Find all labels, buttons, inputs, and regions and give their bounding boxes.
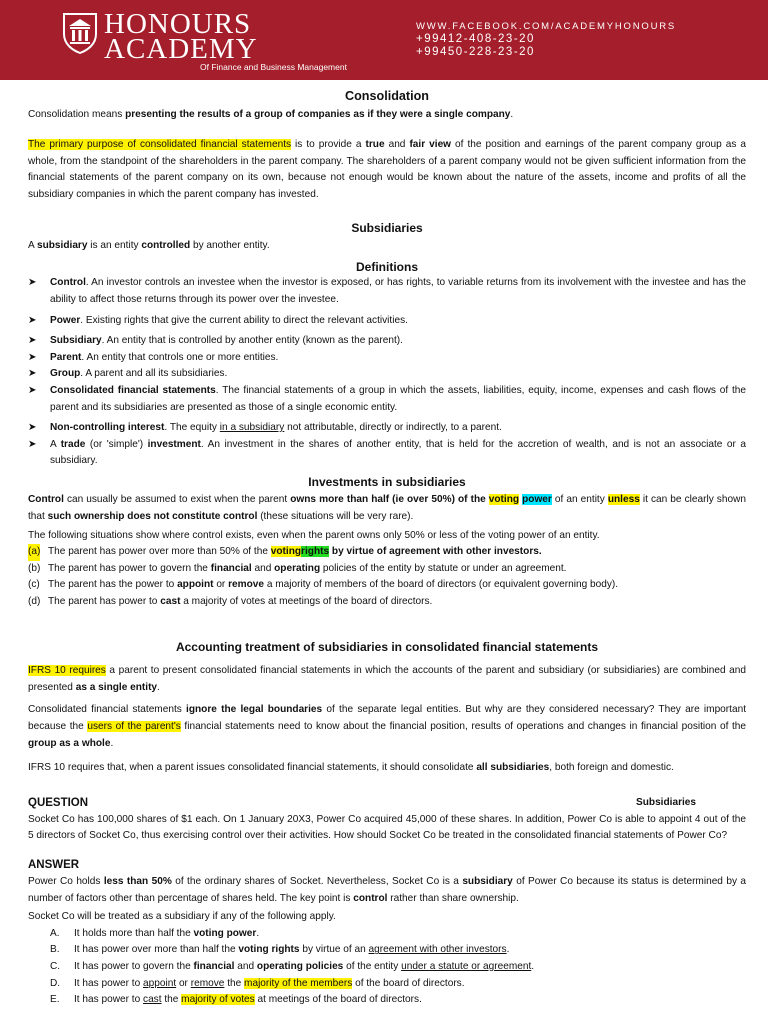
criterion-c xyxy=(28,959,746,976)
text-run: controlled xyxy=(141,240,191,252)
text-run: or xyxy=(213,579,229,591)
text-run: less than 50% xyxy=(103,875,172,887)
text-run: at meetings of the board of directors. xyxy=(254,994,422,1006)
question-text: Socket Co has 100,000 shares of $1 each. On 1 January 20X3, Power Co acquired 45,000 of these shares. In addition, Power Co is able to appoint 4 out of the 5 directors of Socket Co, thus exercising control over their activities. How should Socket Co be treated in the consolidated financial statements of Power Co? xyxy=(28,813,746,842)
contact-phone-2: +99450-228-23-20 xyxy=(416,46,535,58)
text-run: it can be clearly shown that xyxy=(28,494,746,523)
text-run: voting power xyxy=(193,927,257,939)
text-run: true xyxy=(365,139,385,151)
list-marker: A. xyxy=(50,927,60,939)
highlighted-text: users of the parent's xyxy=(87,721,181,732)
definition-power xyxy=(28,313,746,330)
investments-heading: Investments in subsidiaries xyxy=(308,474,466,489)
situation-d xyxy=(28,594,746,611)
brand-line-2: ACADEMY xyxy=(104,33,258,65)
arrow-bullet-icon: ➤ xyxy=(28,422,37,434)
situation-b xyxy=(28,561,746,578)
text-run: cast xyxy=(143,994,162,1006)
text-run: Subsidiary xyxy=(50,335,102,347)
list-marker: B. xyxy=(50,944,60,956)
text-run: a majority of votes at meetings of the board of directors. xyxy=(180,596,433,608)
criterion-d xyxy=(28,976,746,993)
text-run: such ownership does not constitute control xyxy=(47,511,258,523)
text-run: and xyxy=(251,562,275,574)
consolidation-definition xyxy=(28,107,746,124)
text-run: policies of the entity by statute or under an agreement. xyxy=(320,562,567,574)
text-run: agreement with other investors xyxy=(368,944,507,956)
question-label: QUESTION xyxy=(28,796,89,809)
contact-url: WWW.FACEBOOK.COM/ACADEMYHONOURS xyxy=(416,21,677,32)
arrow-bullet-icon: ➤ xyxy=(28,351,37,363)
text-run: It has power to xyxy=(74,994,144,1006)
text-run: presenting the results of a group of companies as if they were a single company xyxy=(125,108,511,120)
text-run: Control xyxy=(50,277,86,289)
text-run: The parent has the power to xyxy=(48,579,178,591)
criterion-e xyxy=(28,992,746,1009)
brand-name xyxy=(104,8,258,65)
highlighted-text: voting xyxy=(488,494,520,506)
text-run: . An investment in the shares of another entity, that is held for the accretion of wealth, and is not an associate or a subsidiary. xyxy=(50,438,746,467)
text-run: subsidiary xyxy=(462,875,513,887)
text-run: . An investor controls an investee when the investor is exposed, or has rights, to variable returns from its involvement with the investee and has the ability to affect those returns through its power over the investee. xyxy=(50,277,746,305)
list-marker: C. xyxy=(50,960,61,972)
text-run: . Existing rights that give the current ability to direct the relevant activities. xyxy=(80,314,408,326)
text-run: . xyxy=(506,944,510,956)
text-run: a parent to present consolidated financial statements in which the accounts of the parent and subsidiary (or subsidiaries) are combined and presented xyxy=(28,665,746,693)
text-run: cast xyxy=(160,596,181,608)
highlighted-text: IFRS 10 requires xyxy=(28,665,106,677)
text-run: The parent has power over more than 50% of the xyxy=(48,546,271,558)
text-run: of the position and earnings of the parent company group as a whole, from the standpoint of the shareholders in the parent company. The shareholders of a parent company would not be given sufficient information from the financial statements of the parent company on its own, because not enough would be known about the nature of the assets, income and profits of all the subsidiary companies in which the parent company has invested. xyxy=(28,139,747,200)
text-run: and xyxy=(384,139,410,151)
academy-shield-icon xyxy=(62,12,98,54)
text-run: a majority of members of the board of directors (or equivalent governing body). xyxy=(264,579,619,591)
list-marker: (c) xyxy=(28,579,40,591)
text-run: investment xyxy=(147,438,201,450)
text-run: IFRS 10 requires that, when a parent issues consolidated financial statements, it should consolidate xyxy=(28,762,477,774)
definition-parent xyxy=(28,350,746,367)
text-run: of the entity xyxy=(343,960,402,972)
subsidiaries-heading: Subsidiaries xyxy=(351,220,423,235)
text-run: and xyxy=(234,960,257,972)
highlighted-text: The primary purpose of consolidated financial statements xyxy=(28,139,292,151)
text-run: voting rights xyxy=(238,944,300,956)
list-marker: (b) xyxy=(28,562,41,574)
accounting-treatment-heading: Accounting treatment of subsidiaries in consolidated financial statements xyxy=(175,639,599,654)
text-run: group as a whole xyxy=(28,737,111,749)
definition-group xyxy=(28,366,746,383)
question-topic: Subsidiaries xyxy=(636,796,697,808)
highlighted-text: power xyxy=(522,494,552,506)
text-run: Non-controlling interest xyxy=(50,422,165,434)
document-body xyxy=(28,88,746,1009)
brand-subtitle: Of Finance and Business Management xyxy=(200,62,347,72)
consolidation-heading: Consolidation xyxy=(345,89,429,103)
text-run: is to provide a xyxy=(291,139,366,151)
text-run: by virtue of agreement with other investors. xyxy=(329,546,542,558)
text-run: financial xyxy=(193,960,235,972)
list-marker: (a) xyxy=(28,544,40,561)
contact-phone-1: +99412-408-23-20 xyxy=(416,33,535,45)
all-subsidiaries-paragraph xyxy=(28,760,746,777)
arrow-bullet-icon: ➤ xyxy=(28,335,37,347)
text-run: . An entity that controls one or more entities. xyxy=(81,351,279,363)
text-run: by virtue of an xyxy=(299,944,369,956)
text-run: rather than share ownership. xyxy=(387,892,519,904)
text-run: Control xyxy=(28,494,64,506)
answer-header xyxy=(28,857,746,874)
text-run: The parent has power to xyxy=(48,596,161,608)
text-run: remove xyxy=(228,579,265,591)
text-run: subsidiary xyxy=(36,240,88,252)
text-run: financial xyxy=(210,562,252,574)
answer-paragraph xyxy=(28,874,746,907)
text-run: financial statements need to know about the financial position, results of operations and changes in financial position of the xyxy=(180,721,746,732)
control-assumption-paragraph xyxy=(28,492,746,525)
highlighted-text: majority of votes xyxy=(181,994,255,1006)
text-run: . xyxy=(110,737,114,749)
contact-block xyxy=(416,20,676,59)
criterion-a xyxy=(28,926,746,943)
highlighted-text: voting xyxy=(270,546,302,558)
text-run: fair view xyxy=(409,139,452,151)
text-run: It holds more than half the xyxy=(74,927,194,939)
arrow-bullet-icon: ➤ xyxy=(28,384,37,396)
text-run: can usually be assumed to exist when the parent xyxy=(63,494,291,506)
text-run: the xyxy=(224,977,245,989)
header-banner xyxy=(0,0,768,80)
definition-control xyxy=(28,275,746,308)
text-run: in a subsidiary xyxy=(219,422,285,434)
arrow-bullet-icon: ➤ xyxy=(28,277,37,289)
text-run: Power Co holds xyxy=(28,875,104,887)
list-marker: D. xyxy=(50,977,61,989)
answer-label: ANSWER xyxy=(28,858,80,871)
legal-boundaries-paragraph xyxy=(28,702,746,752)
text-run: . xyxy=(531,960,535,972)
arrow-bullet-icon: ➤ xyxy=(28,314,37,326)
arrow-bullet-icon: ➤ xyxy=(28,438,37,450)
text-run: remove xyxy=(190,977,225,989)
text-run: of an entity xyxy=(551,494,608,506)
subsidiary-definition xyxy=(28,238,746,255)
text-run: . xyxy=(256,927,260,939)
definition-subsidiary xyxy=(28,333,746,350)
text-run: . An entity that is controlled by another entity (known as the parent). xyxy=(101,335,403,347)
text-run: A xyxy=(50,438,61,450)
text-run: It has power over more than half the xyxy=(74,944,239,956)
highlighted-text: rights xyxy=(301,546,330,558)
text-run: or xyxy=(176,977,191,989)
text-run: appoint xyxy=(143,977,177,989)
text-run: ignore the legal boundaries xyxy=(186,704,323,716)
arrow-bullet-icon: ➤ xyxy=(28,368,37,380)
text-run: Power xyxy=(50,314,81,326)
text-run: Consolidated financial statements xyxy=(28,704,187,716)
definition-consolidated-statements xyxy=(28,383,746,416)
highlighted-text: unless xyxy=(607,494,640,506)
text-run: all subsidiaries xyxy=(476,762,550,774)
definition-non-controlling-interest xyxy=(28,420,746,437)
text-run: . The equity xyxy=(164,422,220,434)
text-run: Parent xyxy=(50,351,82,363)
text-run: . xyxy=(510,108,514,120)
list-marker: E. xyxy=(50,994,60,1006)
brand-line-1: HONOURS xyxy=(104,8,252,40)
text-run: of the separate legal entities. But why are they considered necessary? They are important because the xyxy=(28,704,746,732)
consolidation-purpose-paragraph xyxy=(28,137,746,203)
text-run: of the ordinary shares of Socket. Nevertheless, Socket Co is a xyxy=(171,875,463,887)
text-run: It has power to xyxy=(74,977,144,989)
list-marker: (d) xyxy=(28,596,41,608)
text-run: . xyxy=(157,681,160,693)
text-run: The parent has power to govern the xyxy=(48,562,211,574)
text-run: under a statute or agreement xyxy=(401,960,532,972)
text-run: is an entity xyxy=(87,240,142,252)
situation-c xyxy=(28,577,746,594)
definitions-heading: Definitions xyxy=(356,259,418,274)
text-run: owns more than half (ie over 50%) of the xyxy=(290,494,489,506)
highlighted-text: majority of the members xyxy=(244,977,353,989)
text-run: Consolidation means xyxy=(28,108,126,120)
text-run: trade xyxy=(60,438,86,450)
text-run: . The financial statements of a group in which the assets, liabilities, equity, income, expenses and cash flows of the parent and its subsidiaries are presented as those of a single economic entity. xyxy=(50,384,747,413)
definition-trade-investment xyxy=(28,437,746,470)
text-run: of the board of directors. xyxy=(352,977,465,989)
text-run: not attributable, directly or indirectly, to a parent. xyxy=(284,422,502,434)
text-run: of Power Co because its status is determined by a number of factors other than percentage of shares held. The key point is xyxy=(28,875,747,904)
text-run: by another entity. xyxy=(190,240,270,252)
text-run: appoint xyxy=(177,579,214,591)
text-run: (these situations will be very rare). xyxy=(257,511,414,523)
text-run: It has power to govern the xyxy=(74,960,194,972)
text-run: as a single entity xyxy=(75,681,158,693)
answer-criteria-intro: Socket Co will be treated as a subsidiary if any of the following apply. xyxy=(28,911,336,923)
text-run: . A parent and all its subsidiaries. xyxy=(80,368,228,380)
control-situations-intro: The following situations show where control exists, even when the parent owns only 50% or less of the voting power of an entity. xyxy=(28,529,600,541)
criterion-b xyxy=(28,942,746,959)
situation-a xyxy=(28,544,746,561)
text-run: operating policies xyxy=(256,960,344,972)
text-run: , both foreign and domestic. xyxy=(549,762,674,774)
text-run: A xyxy=(28,240,37,252)
text-run: Group xyxy=(50,368,81,380)
text-run: (or 'simple') xyxy=(85,438,148,450)
question-header xyxy=(28,795,746,812)
text-run: the xyxy=(161,994,182,1006)
text-run: operating xyxy=(274,562,321,574)
text-run: Consolidated financial statements xyxy=(50,384,216,396)
text-run: control xyxy=(353,892,388,904)
ifrs10-requirement-paragraph xyxy=(28,663,746,696)
